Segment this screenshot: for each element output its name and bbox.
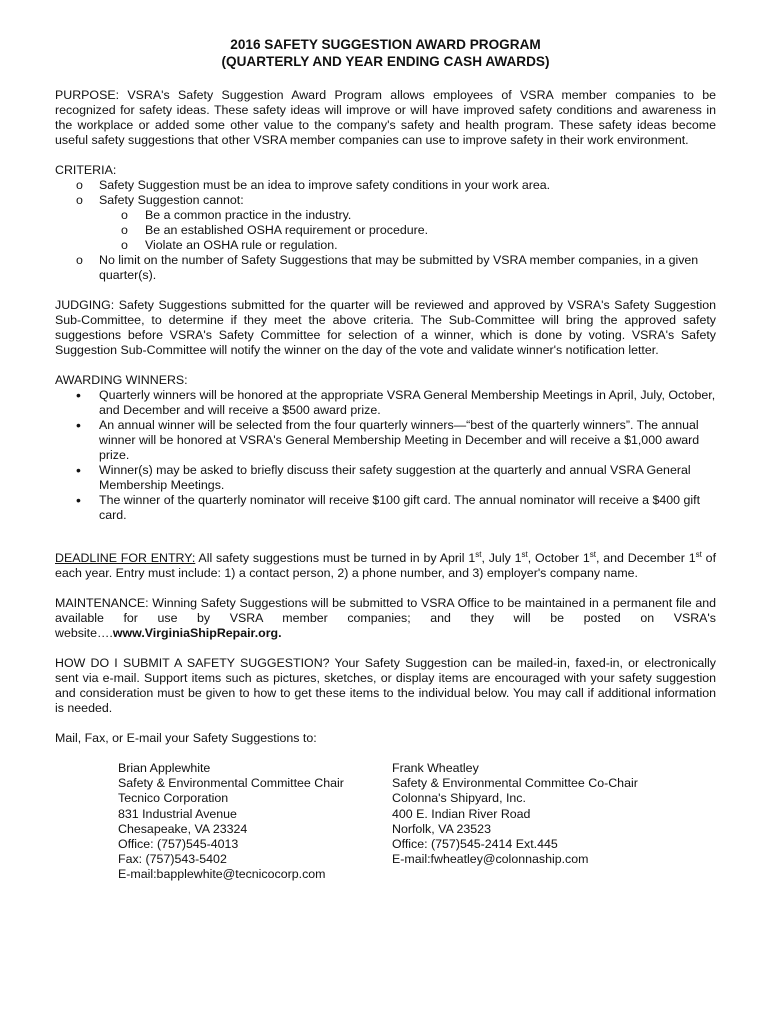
awarding-item [55,493,716,523]
ordinal-suffix: st [521,550,528,559]
ordinal-suffix: st [475,550,482,559]
document-page [55,36,716,881]
contact-co-chair [392,761,638,867]
awarding-item [55,463,716,493]
contact-title: Safety & Environmental Committee Chair [118,776,344,791]
mail-intro: Mail, Fax, or E-mail your Safety Suggestions to: [55,731,317,745]
deadline-text: , July 1 [481,551,522,565]
maintenance-paragraph [55,596,716,641]
contact-office-phone: Office: (757)545-2414 Ext.445 [392,837,558,852]
bullet-icon: • [76,387,81,403]
contact-email[interactable]: E-mail:fwheatley@colonnaship.com [392,852,589,867]
criteria-item [55,193,716,253]
awarding-item-text: The winner of the quarterly nominator will receive $100 gift card. The annual nominator will receive a $400 gift card. [99,493,701,522]
bullet-icon: • [76,462,81,478]
deadline-text: of each year. Entry must include: 1) a contact person, 2) a phone number, and 3) employer's company name. [55,551,717,580]
contact-name: Frank Wheatley [392,761,479,775]
contact-email[interactable]: E-mail:bapplewhite@tecnicocorp.com [118,867,326,882]
website-link[interactable]: www.VirginiaShipRepair.org. [112,626,282,640]
criteria-item-text: No limit on the number of Safety Suggestions that may be submitted by VSRA member companies, in a given quarter(s). [99,253,699,282]
criteria-item [55,178,716,193]
title-line-2: (QUARTERLY AND YEAR ENDING CASH AWARDS) [221,54,550,69]
contact-street: 831 Industrial Avenue [118,806,237,821]
criteria-section [55,163,716,283]
maintenance-text: MAINTENANCE: Winning Safety Suggestions will be submitted to VSRA Office to be maintained in a permanent file and available for use by VSRA member companies; and they will be posted on VSRA's website…. [55,596,716,640]
contact-street: 400 E. Indian River Road [392,806,531,821]
criteria-item-text: Safety Suggestion cannot: [99,193,244,207]
deadline-label: DEADLINE FOR ENTRY: [55,551,196,565]
title-line-1: 2016 SAFETY SUGGESTION AWARD PROGRAM [230,37,541,52]
contact-company: Tecnico Corporation [118,791,229,806]
awarding-item-text: Winner(s) may be asked to briefly discuss their safety suggestion at the quarterly and annual VSRA General Membership Meetings. [99,463,691,492]
circle-bullet-icon: o [76,193,83,207]
bullet-icon: • [76,492,81,508]
how-to-submit-paragraph: HOW DO I SUBMIT A SAFETY SUGGESTION? Your Safety Suggestion can be mailed-in, faxed-in, or electronically sent via e-mail. Support items such as pictures, sketches, or display items are encouraged with your safety suggestion and consideration must be given to how to get these items to the individual below. You may call if additional information is needed. [55,656,716,715]
contact-title: Safety & Environmental Committee Co-Chair [392,776,638,791]
contact-fax: Fax: (757)543-5402 [118,852,227,867]
judging-paragraph: JUDGING: Safety Suggestions submitted for the quarter will be reviewed and approved by VSRA's Safety Suggestion Sub-Committee, to determine if they meet the above criteria. The Sub-Committee will bring the approved safety suggestions before VSRA's Safety Committee for selection of a winner, which is done by voting. VSRA's Safety Suggestion Sub-Committee will notify the winner on the day of the vote and validate winner's notification letter. [55,298,716,357]
criteria-subitem-text: Be an established OSHA requirement or procedure. [145,223,429,237]
deadline-text: , and December 1 [596,551,696,565]
contacts-block [55,761,716,881]
circle-bullet-icon: o [76,253,83,267]
purpose-paragraph: PURPOSE: VSRA's Safety Suggestion Award Program allows employees of VSRA member companies to be recognized for safety ideas. These safety ideas will improve or will have improved safety conditions and awareness in the workplace or added some other value to the company's safety and health program. These safety ideas become useful safety suggestions that other VSRA member companies can use to improve safety in their work environment. [55,88,716,147]
deadline-text: All safety suggestions must be turned in by April 1 [195,551,476,565]
criteria-item-text: Safety Suggestion must be an idea to improve safety conditions in your work area. [99,178,551,192]
circle-bullet-icon: o [121,223,128,237]
ordinal-suffix: st [695,550,702,559]
contact-office-phone: Office: (757)545-4013 [118,837,239,852]
ordinal-suffix: st [589,550,596,559]
awarding-item-text: An annual winner will be selected from the four quarterly winners—“best of the quarterly winners”. The annual winner will be honored at VSRA's General Membership Meeting in December and will receive a $1,000 award prize. [99,418,700,462]
criteria-heading: CRITERIA: [55,163,117,177]
circle-bullet-icon: o [121,208,128,222]
awarding-item [55,388,716,418]
circle-bullet-icon: o [76,178,83,192]
awarding-section [55,373,716,523]
contact-city: Chesapeake, VA 23324 [118,821,248,836]
criteria-sublist [99,208,716,253]
criteria-subitem [55,238,716,253]
awarding-list [55,388,716,523]
criteria-item [55,253,716,283]
circle-bullet-icon: o [121,238,128,252]
criteria-list [55,178,716,283]
deadline-text: , October 1 [527,551,590,565]
bullet-icon: • [76,417,81,433]
contact-city: Norfolk, VA 23523 [392,821,491,836]
document-title [55,36,716,70]
contact-name: Brian Applewhite [118,761,211,775]
criteria-subitem [55,223,716,238]
criteria-subitem-text: Violate an OSHA rule or regulation. [145,238,338,252]
awarding-item [55,418,716,463]
contact-company: Colonna's Shipyard, Inc. [392,791,526,806]
contact-chair [118,761,344,883]
awarding-item-text: Quarterly winners will be honored at the appropriate VSRA General Membership Meetings in April, July, October, and December and will receive a $500 award prize. [99,388,716,417]
criteria-subitem-text: Be a common practice in the industry. [145,208,352,222]
deadline-paragraph [55,551,716,581]
criteria-subitem [55,208,716,223]
awarding-heading: AWARDING WINNERS: [55,373,188,387]
